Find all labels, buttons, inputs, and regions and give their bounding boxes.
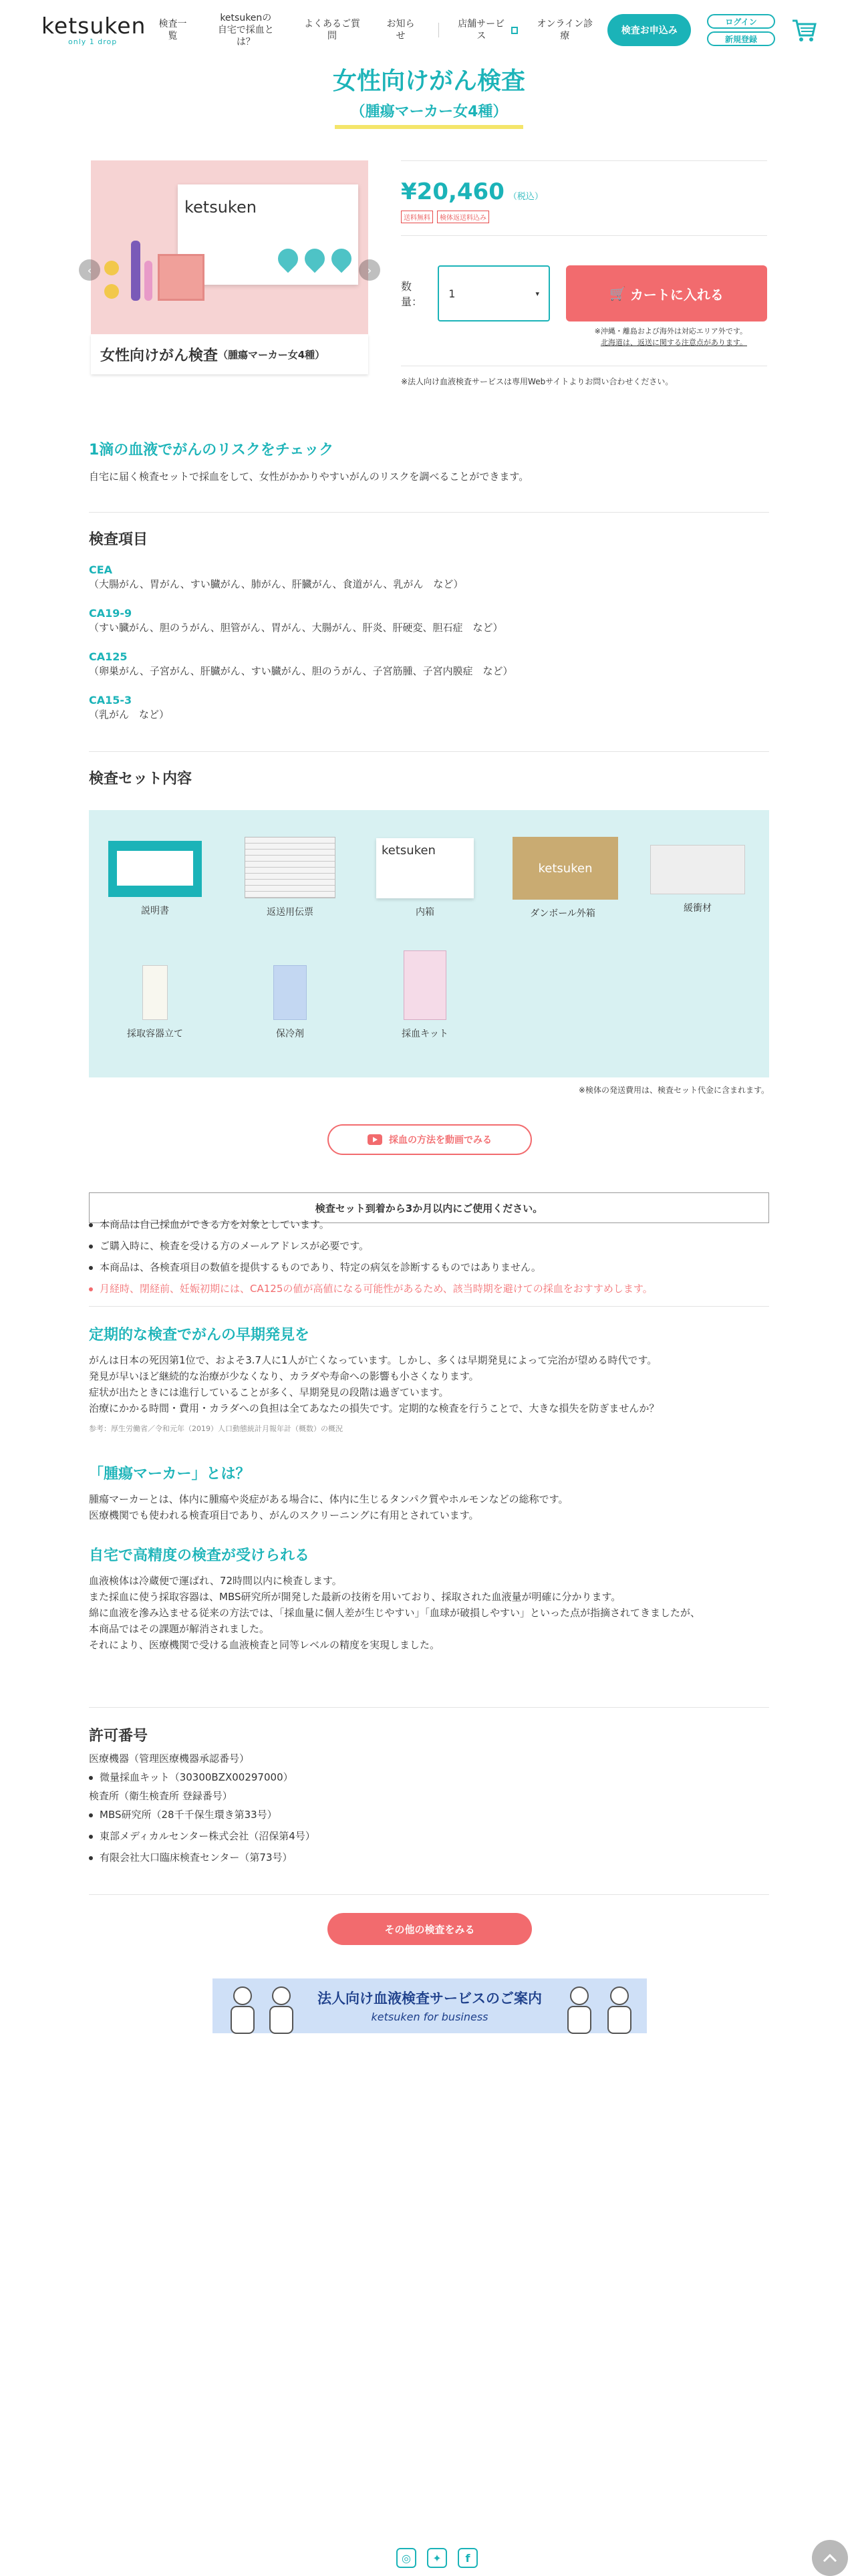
quality-line: 本商品ではその課題が解消されました。 <box>89 1623 270 1635</box>
social-links <box>391 2548 483 2568</box>
kit-heading: 検査セット内容 <box>89 771 192 787</box>
drop-icon <box>274 245 302 273</box>
nav-divider <box>438 23 439 37</box>
notice-item: ご購入時に、検査を受ける方のメールアドレスが必要です。 <box>89 1235 769 1257</box>
test-item-name: CA15-3 <box>89 694 132 706</box>
product-image-caption <box>91 334 368 374</box>
kit-item-ice-pack <box>240 965 340 1040</box>
badges <box>401 211 767 223</box>
shipping-note-2[interactable] <box>401 337 747 348</box>
test-item-desc: （大腸がん、胃がん、すい臓がん、肺がん、肝臓がん、食道がん、乳がん など） <box>89 578 464 590</box>
marker-line: 医療機関でも使われる検査項目であり、がんのスクリーニングに有用とされています。 <box>89 1509 479 1521</box>
test-item-desc: （卵巣がん、子宮がん、肝臓がん、すい臓がん、胆のうがん、子宮筋腫、子宮内膜症 など） <box>89 665 513 677</box>
back-to-top-button[interactable] <box>812 2540 848 2576</box>
badge-return-included: 検体返送料込み <box>437 211 489 223</box>
kit-item-label: ダンボール外箱 <box>530 908 595 919</box>
apply-button[interactable]: 検査お申込み <box>607 14 691 46</box>
quantity-value: 1 <box>448 287 456 300</box>
kit-contents-panel <box>89 810 769 1077</box>
manual-page <box>117 851 193 886</box>
outer-box-logo: ketsuken <box>538 861 593 876</box>
watch-video-label: 採血の方法を動画でみる <box>389 1135 492 1146</box>
page-title-block <box>0 66 858 129</box>
test-item-name: CEA <box>89 563 113 576</box>
instagram-icon[interactable]: ◎ <box>396 2548 416 2568</box>
collection-tube <box>131 241 140 301</box>
license-heading: 許可番号 <box>89 1728 148 1745</box>
kit-item-inner-box <box>375 838 475 918</box>
nav-about[interactable]: ketsukenの 自宅で採血とは？ <box>217 13 274 47</box>
early-line: 治療にかかる時間・費用・カラダへの負担は全てあなたの損失です。定期的な検査を行うことで、大きな損失を防ぎませんか？ <box>89 1402 660 1414</box>
test-item-desc: （すい臓がん、胆のうがん、胆管がん、胃がん、大腸がん、肝炎、肝硬変、胆石症 など） <box>89 622 503 634</box>
site-header <box>0 0 858 60</box>
notice-item: 本商品は、各検査項目の数値を提供するものであり、特定の病気を診断するものではありません。 <box>89 1257 769 1278</box>
early-line: 発見が早いほど継続的な治療が少なくなり、カラダや寿命への影響も小さくなります。 <box>89 1370 479 1382</box>
quality-heading: 自宅で高精度の検査が受けられる <box>89 1547 310 1564</box>
kit-note: ※検体の発送費用は、検査セット代金に含まれます。 <box>578 1085 769 1095</box>
early-detection-section <box>89 1323 769 1434</box>
main-nav <box>155 12 595 48</box>
logo-tagline: only 1 drop <box>68 37 118 46</box>
quantity-label: 数量： <box>401 280 423 308</box>
license-device-title: 医療機器（管理医療機器承認番号） <box>89 1753 250 1765</box>
divider <box>89 1707 769 1708</box>
notice-list <box>89 1214 769 1299</box>
license-section <box>89 1724 769 1868</box>
shipping-note-1: ※沖縄・離島および海外は対応エリア外です。 <box>594 327 747 336</box>
license-item: 有限会社大口臨床検査センター（第73号） <box>89 1847 769 1868</box>
quantity-select[interactable] <box>438 265 550 321</box>
divider <box>89 512 769 513</box>
return-slip-image <box>245 837 335 898</box>
notice-list-section <box>89 1214 769 1299</box>
add-to-cart-button[interactable] <box>566 265 767 321</box>
kit-item-label: 採血キット <box>402 1029 448 1039</box>
kit-box-illustration <box>178 184 358 285</box>
blood-kit-image <box>404 950 446 1020</box>
early-text <box>89 1352 769 1416</box>
license-device-list <box>89 1767 769 1788</box>
divider <box>89 1894 769 1895</box>
intro-heading: 1滴の血液でがんのリスクをチェック <box>89 442 334 459</box>
caption-sub: （腫瘍マーカー女4種） <box>218 348 325 361</box>
divider <box>89 1306 769 1307</box>
kit-item-label: 保冷剤 <box>276 1029 304 1039</box>
ice-pack-image <box>273 965 307 1020</box>
kit-section <box>89 767 769 788</box>
marker-heading: 「腫瘍マーカー」とは？ <box>89 1466 251 1483</box>
blood-kit-pouch <box>158 254 204 301</box>
test-item-name: CA19-9 <box>89 607 132 620</box>
early-source: 参考：厚生労働省／令和元年（2019）人口動態統計月報年計（概数）の概況 <box>89 1424 343 1433</box>
quality-line: また採血に使う採取容器は、MBS研究所が開発した最新の技術を用いており、採取された血液量が明確に分かります。 <box>89 1591 621 1603</box>
marker-line: 腫瘍マーカーとは、体内に腫瘍や炎症がある場合に、体内に生じるタンパク質やホルモンなどの総称です。 <box>89 1493 569 1505</box>
notice-item: 本商品は自己採血ができる方を対象としています。 <box>89 1214 769 1235</box>
license-item: MBS研究所（28千千保生環き第33号） <box>89 1804 769 1825</box>
kit-item-label: 説明書 <box>141 906 169 916</box>
quality-section <box>89 1544 769 1653</box>
early-heading: 定期的な検査でがんの早期発見を <box>89 1327 310 1343</box>
nav-news[interactable]: お知らせ <box>386 19 415 41</box>
divider <box>401 235 767 236</box>
site-logo[interactable] <box>41 12 146 46</box>
intro-section <box>89 438 769 485</box>
external-link-icon <box>511 27 519 34</box>
register-button[interactable]: 新規登録 <box>707 31 775 46</box>
product-gallery <box>87 160 372 381</box>
kit-item-label: 返送用伝票 <box>267 907 313 918</box>
login-button[interactable]: ログイン <box>707 14 775 29</box>
quality-text <box>89 1573 769 1653</box>
box-logo: ketsuken <box>184 198 257 217</box>
facebook-icon[interactable]: f <box>458 2548 478 2568</box>
quality-line: それにより、医療機関で受ける血液検査と同等レベルの精度を実現しました。 <box>89 1639 440 1651</box>
kit-item-manual <box>105 841 205 917</box>
other-tests-button[interactable]: その他の検査をみる <box>327 1913 532 1945</box>
quality-line: 綿に血液を滲み込ませる従来の方法では、「採血量に個人差が生じやすい」「血球が破損しやすい」といった点が指摘されてきましたが、 <box>89 1607 701 1619</box>
purchase-panel <box>401 160 767 387</box>
divider <box>89 751 769 752</box>
test-items-section <box>89 528 769 723</box>
test-items-heading: 検査項目 <box>89 531 148 548</box>
license-lab-list <box>89 1804 769 1868</box>
kit-item-cushion <box>648 845 748 914</box>
stand-image <box>142 965 168 1020</box>
cart-icon[interactable] <box>791 17 817 43</box>
kit-item-label: 内箱 <box>416 907 434 918</box>
gallery-prev-button[interactable]: ‹ <box>79 259 100 281</box>
test-item-desc: （乳がん など） <box>89 709 170 721</box>
early-line: 症状が出たときには進行していることが多く、早期発見の段階は過ぎています。 <box>89 1386 449 1398</box>
page-subtitle: （腫瘍マーカー女4種） <box>335 100 524 129</box>
usage-notice-box: 検査セット到着から3か月以内にご使用ください。 <box>89 1192 769 1223</box>
kit-item-outer-box <box>513 837 613 920</box>
notice-item-warning: 月経時、閉経前、妊娠初期には、CA125の値が高値になる可能性があるため、該当時期を避けての採血をおすすめします。 <box>89 1278 769 1299</box>
collection-tube <box>144 261 152 301</box>
cart-icon: 🛒 <box>609 285 626 301</box>
chevron-down-icon: ▾ <box>535 289 539 298</box>
corporate-banner[interactable] <box>212 1978 647 2033</box>
banner-title: 法人向け血液検査サービスのご案内 <box>317 1990 542 2007</box>
quality-line: 血液検体は冷蔵便で運ばれ、72時間以内に検査します。 <box>89 1575 342 1587</box>
lancet-cap <box>104 284 119 299</box>
kit-item-stand <box>105 965 205 1040</box>
kit-item-label: 採取容器立て <box>127 1029 183 1039</box>
license-item: 東部メディカルセンター株式会社（沼保第4号） <box>89 1825 769 1847</box>
marker-text <box>89 1491 769 1523</box>
inner-box-image <box>376 838 474 898</box>
page-title: 女性向けがん検査 <box>332 68 525 95</box>
gallery-next-button[interactable]: › <box>359 259 380 281</box>
lancet-cap <box>104 261 119 275</box>
kit-item-label: 緩衝材 <box>684 903 712 914</box>
license-lab-title: 検査所（衛生検査所 登録番号） <box>89 1790 233 1802</box>
kit-item-blood-kit <box>375 950 475 1040</box>
watch-video-button[interactable] <box>327 1124 532 1155</box>
early-line: がんは日本の死因第1位で、およそ3.7人に1人が亡くなっています。しかし、多くは早期発見によって完治が望める時代です。 <box>89 1354 658 1366</box>
shipping-note <box>401 326 747 348</box>
caption-main: 女性向けがん検査 <box>100 347 219 364</box>
nav-faq[interactable]: よくあるご質問 <box>304 19 360 41</box>
quantity-row <box>401 265 767 321</box>
tax-label: （税込） <box>508 192 543 202</box>
play-icon <box>368 1134 382 1145</box>
license-item: 微量採血キット（30300BZX00297000） <box>89 1767 769 1788</box>
nav-store-service[interactable] <box>455 18 518 42</box>
manual-image <box>108 841 202 897</box>
chevron-up-icon <box>823 2553 837 2563</box>
nav-online-clinic[interactable]: オンライン診療 <box>537 19 593 41</box>
kit-item-return-slip <box>240 837 340 918</box>
outer-box-image <box>513 837 618 900</box>
twitter-icon[interactable]: ✦ <box>427 2548 447 2568</box>
cushion-image <box>650 845 745 894</box>
inner-box-logo: ketsuken <box>382 844 436 858</box>
drop-icon <box>301 245 329 273</box>
marker-section <box>89 1462 769 1523</box>
divider <box>401 160 767 161</box>
price <box>401 178 767 205</box>
nav-test-list[interactable]: 検査一覧 <box>158 19 187 41</box>
product-image <box>87 160 372 334</box>
banner-subtitle: ketsuken for business <box>371 2011 488 2023</box>
drop-icon <box>327 245 355 273</box>
account-buttons <box>707 13 775 47</box>
corporate-note[interactable]: ※法人向け血液検査サービスは専用Webサイトよりお問い合わせください。 <box>401 377 674 386</box>
intro-text: 自宅に届く検査セットで採血をして、女性がかかりやすいがんのリスクを調べることができます。 <box>89 471 529 483</box>
logo-text: ketsuken <box>41 12 146 39</box>
price-value: ¥20,460 <box>401 178 505 205</box>
badge-free-shipping: 送料無料 <box>401 211 433 223</box>
nav-store-service-label: 店舗サービス <box>458 19 505 41</box>
shipping-note-link[interactable]: 北海道は、返送に関する注意点があります。 <box>600 338 747 347</box>
add-to-cart-label: カートに入れる <box>629 286 724 303</box>
test-item-name: CA125 <box>89 650 128 663</box>
